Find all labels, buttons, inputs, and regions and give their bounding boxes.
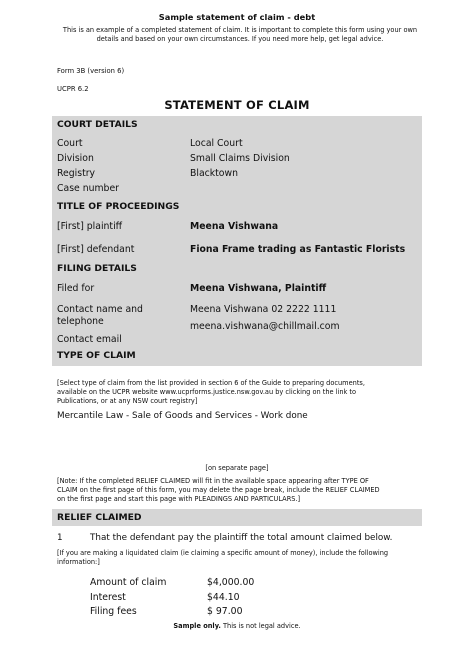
proceedings-heading: TITLE OF PROCEEDINGS (57, 201, 180, 212)
type-of-claim-value: Mercantile Law - Sale of Goods and Services - Work done (57, 411, 308, 421)
type-note-line1: [Select type of claim from the list provided in section 6 of the Guide to preparing documents, (57, 379, 365, 387)
amount-of-claim-label: Amount of claim (90, 577, 167, 588)
plaintiff-label: [First] plaintiff (57, 221, 123, 232)
registry-label: Registry (57, 168, 96, 179)
contact-value: Meena Vishwana 02 2222 1111 (190, 304, 337, 315)
filed-for-label: Filed for (57, 283, 95, 294)
intro-text: This is an example of a completed statement of claim. It is important to complete this form using your own details and based on your own circumstances. If you need more help, get legal advice. (62, 26, 418, 43)
filing-fees-value: $ 97.00 (207, 606, 243, 617)
type-note-line3: Publications, or at any NSW court registry] (57, 397, 198, 405)
interest-label: Interest (90, 592, 126, 603)
filed-for-value: Meena Vishwana, Plaintiff (190, 283, 327, 294)
division-label: Division (57, 153, 94, 164)
filing-details-heading: FILING DETAILS (57, 263, 137, 274)
type-of-claim-heading: TYPE OF CLAIM (57, 350, 136, 361)
email-label: Contact email (57, 334, 122, 345)
amount-of-claim-value: $4,000.00 (207, 577, 255, 588)
document-title: Sample statement of claim - debt (158, 12, 316, 22)
relief-claimed-heading: RELIEF CLAIMED (57, 512, 142, 523)
division-value: Small Claims Division (190, 153, 290, 164)
type-note-line2: available on the UCPR website www.ucprforms.justice.nsw.gov.au by clicking on the link to (57, 388, 357, 396)
footer-disclaimer (0, 622, 474, 630)
footer-rest: This is not legal advice. (220, 622, 301, 630)
statement-title: STATEMENT OF CLAIM (164, 98, 310, 112)
contact-label-line1: Contact name and (57, 304, 143, 315)
court-value: Local Court (190, 138, 243, 149)
email-value: meena.vishwana@chillmail.com (190, 321, 340, 332)
plaintiff-value: Meena Vishwana (190, 221, 279, 232)
liquidated-note-line2: information:] (57, 558, 100, 566)
form-number: Form 3B (version 6) (57, 67, 125, 75)
court-details-heading: COURT DETAILS (57, 119, 138, 130)
interest-value: $44.10 (207, 592, 240, 603)
ucpr-reference: UCPR 6.2 (57, 85, 89, 93)
case-number-label: Case number (57, 183, 119, 194)
defendant-value: Fiona Frame trading as Fantastic Florists (190, 244, 406, 255)
defendant-label: [First] defendant (57, 244, 135, 255)
liquidated-note-line1: [If you are making a liquidated claim (ie claiming a specific amount of money), include the following (57, 549, 389, 557)
filing-fees-label: Filing fees (90, 606, 137, 617)
contact-label-line2: telephone (57, 316, 104, 327)
relief-item-text: That the defendant pay the plaintiff the total amount claimed below. (90, 533, 393, 543)
footer-bold: Sample only. (173, 622, 221, 630)
relief-item-number: 1 (57, 533, 63, 543)
registry-value: Blacktown (190, 168, 238, 179)
separate-note-line3: on the first page and start this page with PLEADINGS AND PARTICULARS.] (57, 495, 301, 503)
court-label: Court (57, 138, 83, 149)
separate-note-line2: CLAIM on the first page of this form, you may delete the page break, include the RELIEF CLAIMED (57, 486, 380, 494)
separate-page-label: [on separate page] (205, 464, 269, 472)
separate-note-line1: [Note: If the completed RELIEF CLAIMED will fit in the available space appearing after TYPE OF (57, 477, 369, 485)
